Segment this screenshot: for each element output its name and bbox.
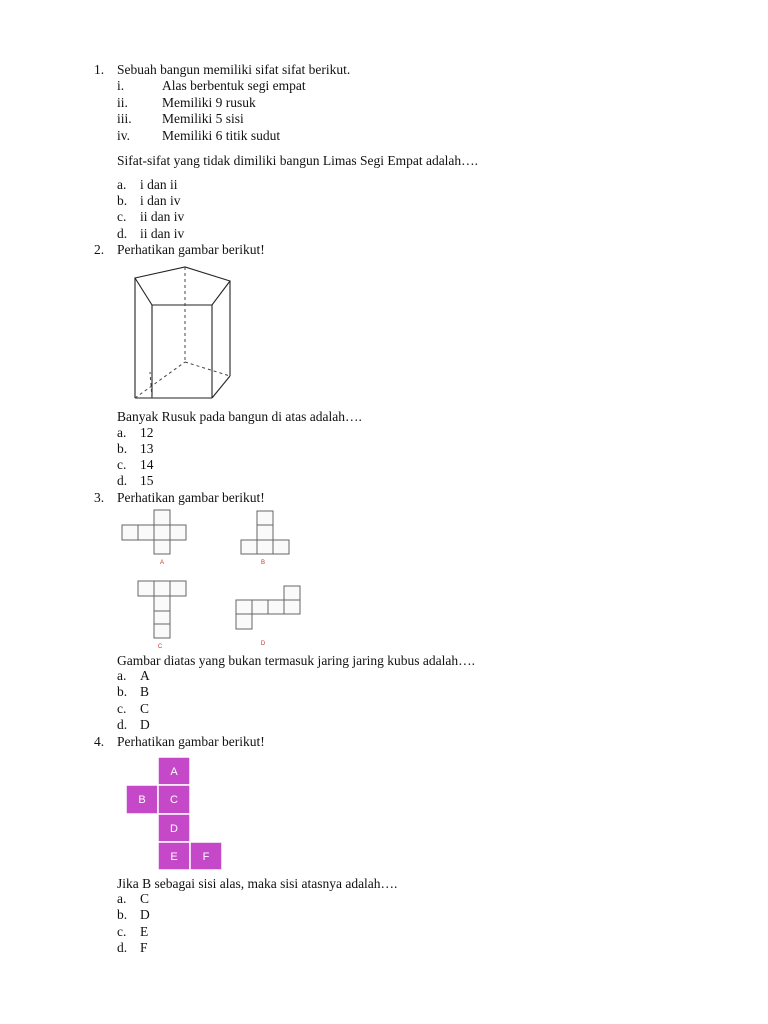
option-letter: d. [117, 717, 128, 732]
question-prompt: Gambar diatas yang bukan termasuk jaring jaring kubus adalah…. [117, 653, 476, 668]
option-text: i dan iv [140, 193, 181, 208]
net-label-a: A [159, 560, 165, 566]
property-number: ii. [117, 95, 128, 110]
face-label: E [170, 851, 178, 863]
option-letter: d. [117, 226, 128, 241]
property-text: Memiliki 9 rusuk [162, 95, 256, 110]
option-text: F [140, 940, 148, 955]
face-label: D [170, 823, 178, 835]
question-number: 2. [94, 242, 105, 257]
option-text: 14 [140, 457, 154, 472]
option-letter: b. [117, 193, 128, 208]
option-letter: a. [117, 425, 127, 440]
question-prompt: Banyak Rusuk pada bangun di atas adalah…. [117, 409, 362, 424]
question-prompt: Sifat-sifat yang tidak dimiliki bangun Limas Segi Empat adalah…. [117, 153, 479, 168]
option-letter: d. [117, 473, 128, 488]
question-text: Perhatikan gambar berikut! [117, 242, 265, 257]
option-text: B [140, 684, 150, 699]
option-letter: b. [117, 907, 128, 922]
net-label-d: D [260, 641, 266, 647]
option-text: 12 [140, 425, 154, 440]
net-label-c: C [157, 644, 163, 650]
net-label-b: B [260, 560, 266, 566]
property-text: Alas berbentuk segi empat [162, 78, 306, 93]
option-text: i dan ii [140, 177, 178, 192]
option-letter: c. [117, 701, 127, 716]
question-number: 1. [94, 62, 105, 77]
option-letter: c. [117, 209, 127, 224]
face-label: F [202, 851, 210, 863]
question-prompt: Jika B sebagai sisi alas, maka sisi atasnya adalah…. [117, 876, 398, 891]
face-label: B [138, 794, 146, 806]
option-text: ii dan iv [140, 209, 185, 224]
option-text: C [140, 701, 150, 716]
option-text: E [140, 924, 149, 939]
option-letter: c. [117, 457, 127, 472]
question-number: 3. [94, 490, 105, 505]
property-text: Memiliki 6 titik sudut [162, 128, 281, 143]
property-number: iii. [117, 111, 132, 126]
option-letter: a. [117, 891, 127, 906]
option-letter: c. [117, 924, 127, 939]
option-text: 15 [140, 473, 154, 488]
question-text: Perhatikan gambar berikut! [117, 490, 265, 505]
question-text: Sebuah bangun memiliki sifat sifat berikut. [117, 62, 351, 77]
option-text: D [140, 907, 150, 922]
option-text: 13 [140, 441, 154, 456]
property-text: Memiliki 5 sisi [162, 111, 244, 126]
option-text: A [140, 668, 150, 683]
option-text: C [140, 891, 150, 906]
face-label: A [170, 766, 178, 778]
option-letter: b. [117, 684, 128, 699]
property-number: iv. [117, 128, 130, 143]
face-label: C [170, 794, 178, 806]
option-text: D [140, 717, 150, 732]
option-letter: d. [117, 940, 128, 955]
option-letter: a. [117, 668, 127, 683]
option-letter: a. [117, 177, 127, 192]
question-text: Perhatikan gambar berikut! [117, 734, 265, 749]
option-letter: b. [117, 441, 128, 456]
option-text: ii dan iv [140, 226, 185, 241]
property-number: i. [117, 78, 125, 93]
question-number: 4. [94, 734, 105, 749]
